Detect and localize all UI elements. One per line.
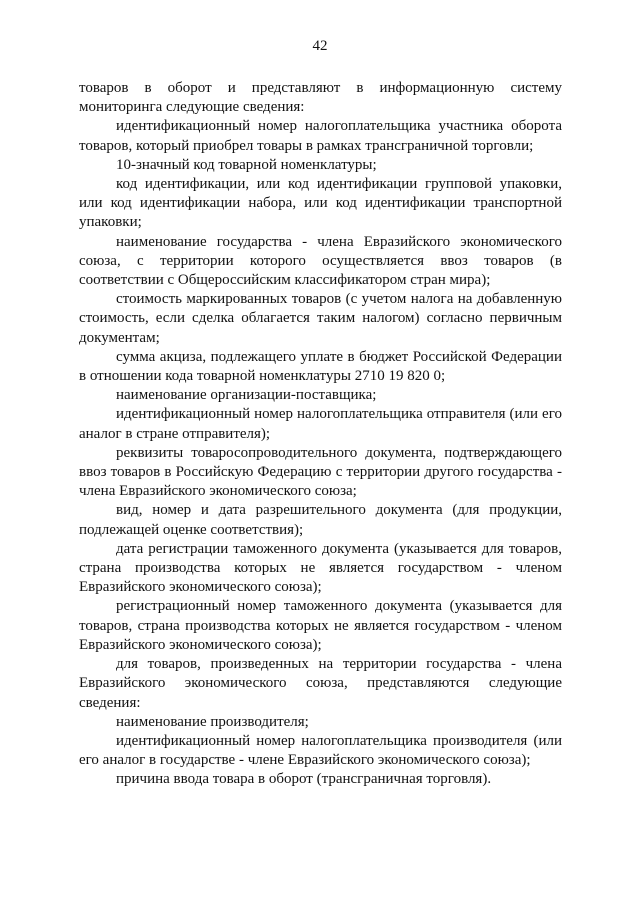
document-body	[79, 79, 562, 790]
paragraph-identification-code: код идентификации, или код идентификации групповой упаковки, или код идентификации набора, или код идентификации транспортной упаковки;	[79, 176, 562, 231]
paragraph-supplier-name: наименование организации-поставщика;	[116, 387, 377, 404]
paragraph-producer-taxpayer-id: идентификационный номер налогоплательщика производителя (или его аналог в государстве - члене Евразийского экономического союза);	[79, 732, 562, 769]
page-number: 42	[312, 38, 328, 54]
paragraph-customs-date: дата регистрации таможенного документа (указывается для товаров, страна производства которых не является государством - членом Евразийского экономического союза);	[79, 540, 562, 596]
paragraph-continuation: товаров в оборот и представляют в информационную систему мониторинга следующие сведения:	[79, 80, 562, 116]
paragraph-customs-number: регистрационный номер таможенного документа (указывается для товаров, страна производства которых не является государством - членом Евразийского экономического союза);	[79, 598, 562, 653]
paragraph-commodity-code: 10-значный код товарной номенклатуры;	[116, 156, 377, 173]
paragraph-eaeu-goods-intro: для товаров, произведенных на территории государства - члена Евразийского экономического союза, представляются следующие сведения:	[79, 656, 562, 711]
paragraph-goods-value: стоимость маркированных товаров (с учетом налога на добавленную стоимость, если сделка облагается таким налогом) согласно первичным документам;	[79, 291, 562, 346]
paragraph-state-name: наименование государства - члена Евразийского экономического союза, с территории которого осуществляется ввоз товаров (в соответствии с Общероссийским классификатором стран мира);	[79, 233, 562, 289]
paragraph-excise-amount: сумма акциза, подлежащего уплате в бюджет Российской Федерации в отношении кода товарной номенклатуры 2710 19 820 0;	[79, 348, 562, 385]
paragraph-taxpayer-id-participant: идентификационный номер налогоплательщика участника оборота товаров, который приобрел товары в рамках трансграничной торговли;	[79, 118, 562, 154]
paragraph-permit-document: вид, номер и дата разрешительного документа (для продукции, подлежащей оценке соответствия);	[79, 502, 562, 538]
paragraph-shipping-document: реквизиты товаросопроводительного документа, подтверждающего ввоз товаров в Российскую Федерацию с территории другого государства - члена Евразийского экономического союза;	[79, 444, 562, 500]
paragraph-producer-name: наименование производителя;	[116, 713, 309, 730]
paragraph-entry-reason: причина ввода товара в оборот (трансграничная торговля).	[116, 771, 492, 788]
paragraph-sender-taxpayer-id: идентификационный номер налогоплательщика отправителя (или его аналог в стране отправителя);	[79, 406, 562, 442]
